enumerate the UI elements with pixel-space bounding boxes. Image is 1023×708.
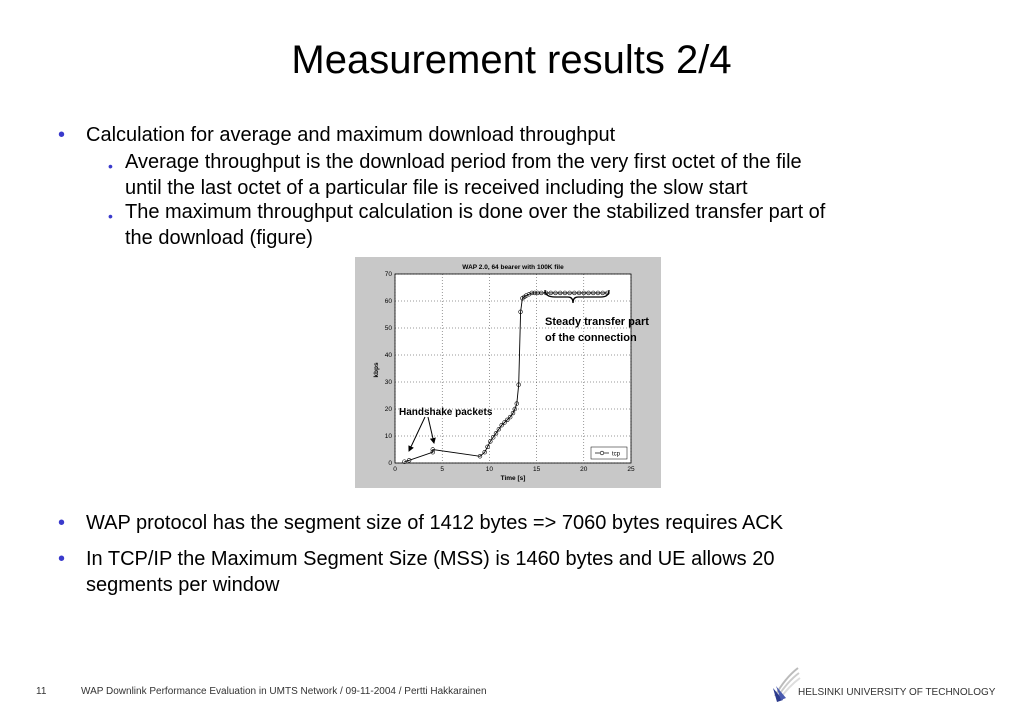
- legend: [591, 447, 627, 459]
- y-tick-label: 40: [384, 352, 392, 359]
- sub-bullet-text-line1: The maximum throughput calculation is done over the stabilized transfer part of: [125, 201, 826, 223]
- bullet-marker: •: [58, 512, 66, 534]
- bullet-text-line1: In TCP/IP the Maximum Segment Size (MSS) is 1460 bytes and UE allows 20: [86, 548, 775, 570]
- page-number: 11: [36, 686, 47, 697]
- legend-marker: [600, 451, 604, 455]
- plot-area: [395, 274, 631, 463]
- x-tick-label: 10: [485, 466, 494, 473]
- throughput-figure: [355, 257, 661, 488]
- chart-title: WAP 2.0, 64 bearer with 100K file: [462, 264, 564, 271]
- y-tick-label: 20: [384, 406, 392, 413]
- bullet-text-line2: segments per window: [86, 574, 280, 596]
- annotation-steady-line1: Steady transfer part: [545, 316, 649, 328]
- university-name: HELSINKI UNIVERSITY OF TECHNOLOGY: [798, 687, 996, 698]
- bullet-marker: •: [58, 548, 66, 570]
- sub-bullet-text-line1: Average throughput is the download period from the very first octet of the file: [125, 151, 802, 173]
- y-tick-label: 30: [384, 379, 392, 386]
- bullet-marker: •: [58, 124, 66, 146]
- footer-text: WAP Downlink Performance Evaluation in UMTS Network / 09-11-2004 / Pertti Hakkarainen: [81, 686, 487, 697]
- sub-bullet-text-line2: the download (figure): [125, 227, 313, 249]
- sub-bullet-marker: •: [108, 208, 113, 224]
- x-tick-label: 25: [627, 466, 635, 473]
- bullet-text: WAP protocol has the segment size of 1412 bytes => 7060 bytes requires ACK: [86, 512, 784, 534]
- legend-label: tcp: [612, 451, 621, 458]
- x-tick-label: 20: [580, 466, 588, 473]
- x-tick-label: 15: [532, 466, 541, 473]
- annotation-handshake: Handshake packets: [399, 407, 493, 418]
- y-axis-label: kbps: [373, 362, 380, 378]
- bullet-text: Calculation for average and maximum download throughput: [86, 124, 616, 146]
- y-tick-label: 0: [388, 460, 392, 467]
- x-tick-label: 5: [440, 466, 445, 473]
- throughput-chart: [355, 257, 661, 488]
- slide-title: Measurement results 2/4: [291, 38, 732, 82]
- sub-bullet-text-line2: until the last octet of a particular file is received including the slow start: [125, 177, 748, 199]
- y-tick-label: 10: [384, 433, 392, 440]
- sub-bullet-marker: •: [108, 158, 113, 174]
- x-axis-label: Time [s]: [500, 475, 526, 482]
- university-logo-icon: [771, 664, 801, 704]
- y-tick-label: 60: [384, 298, 392, 305]
- y-tick-label: 50: [384, 325, 392, 332]
- x-tick-label: 0: [393, 466, 397, 473]
- annotation-steady-line2: of the connection: [545, 332, 637, 344]
- y-tick-label: 70: [384, 271, 392, 278]
